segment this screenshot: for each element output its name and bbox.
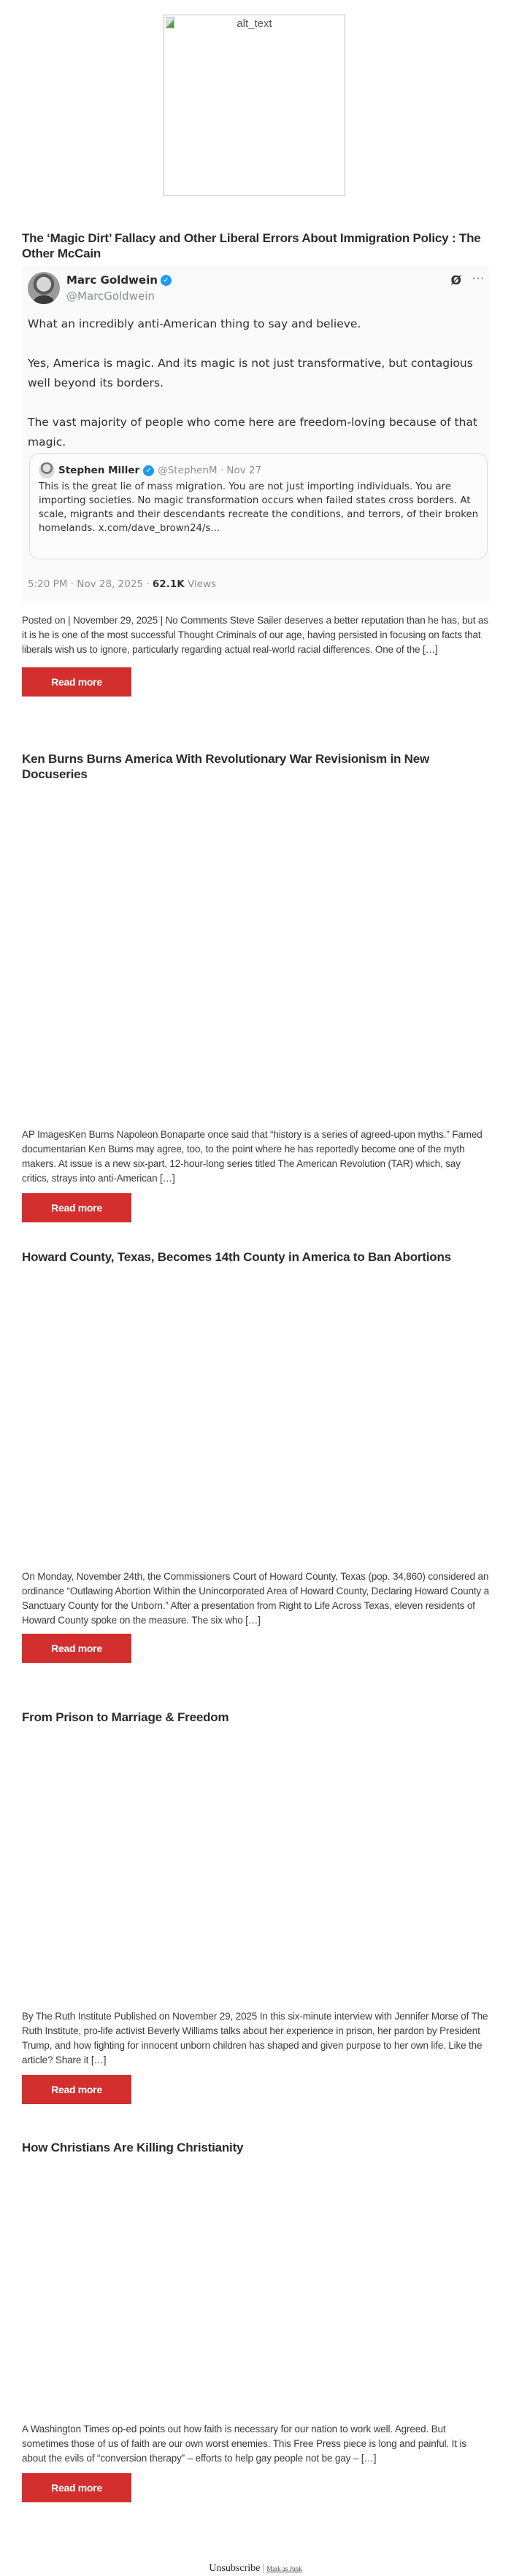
article-title[interactable]: How Christians Are Killing Christianity (22, 2141, 244, 2154)
article-prison-to-marriage (22, 1710, 489, 2104)
tweet-author (66, 273, 172, 287)
tweet-footer (28, 578, 216, 590)
article-excerpt: On Monday, November 24th, the Commissioners Court of Howard County, Texas (pop. 34,860) considered an ordinance “Outlawing Abortion Within the Unincorporated Area of Howard County, Declaring Howard County a Sanctuary County for the Unborn.” After a presentation from Right to Life Across Texas, eleven residents of Howard County spoke on the measure. The six who […] (22, 1571, 489, 1626)
quoted-tweet (29, 453, 488, 559)
header-image (164, 15, 345, 196)
read-more-button[interactable]: Read more (22, 2473, 131, 2502)
article-ken-burns (22, 751, 489, 1222)
tweet-paragraph: What an incredibly anti-American thing to say and believe. (28, 317, 361, 330)
footer-separator: | (262, 2563, 265, 2574)
article-image (22, 266, 489, 603)
read-more-button[interactable]: Read more (22, 667, 131, 697)
article-christians-christianity (22, 2140, 489, 2502)
article-image (22, 1265, 489, 1570)
read-more-button[interactable]: Read more (22, 1634, 131, 1663)
article-excerpt: Posted on | November 29, 2025 | No Comments Steve Sailer deserves a better reputation than he has, but as it is he is one of the most successful Thought Criminals of our age, having persisted in focusing on facts that liberals wish us to ignore, particularly regarding actual real-world racial differences. One of the […] (22, 615, 488, 655)
article-magic-dirt (22, 230, 489, 697)
tweet-author-name: Marc Goldwein (66, 273, 158, 287)
avatar (39, 462, 55, 478)
email-footer (0, 2561, 511, 2575)
tweet-paragraph: Yes, America is magic. And its magic is not just transformative, but contagious well beyond its borders. (28, 357, 473, 389)
article-title[interactable]: Ken Burns Burns America With Revolutionary War Revisionism in New Docuseries (22, 752, 430, 781)
tweet-paragraph: The vast majority of people who come here are freedom-loving because of that magic. (28, 416, 477, 449)
quoted-author-name: Stephen Miller (58, 465, 140, 476)
article-image (22, 1725, 489, 2009)
article-excerpt: A Washington Times op-ed points out how faith is necessary for our nation to work well. Agreed. But sometimes those of us of faith are our own worst enemies. This Free Press piece is long and painful. It is about the evils of “conversion therapy” – efforts to help gay people not be gay – […] (22, 2424, 466, 2464)
article-image (22, 782, 489, 1128)
article-image (22, 2155, 489, 2422)
tweet-views-label: Views (184, 578, 217, 590)
verified-badge-icon: ✓ (143, 465, 154, 476)
read-more-button[interactable]: Read more (22, 2075, 131, 2104)
tweet-screenshot (22, 266, 489, 603)
article-excerpt: AP ImagesKen Burns Napoleon Bonaparte once said that “history is a series of agreed-upon myths.” Famed documentarian Ken Burns may agree, too, to the point where he has reportedly become one of the myth makers. At issue is a new six-part, 12-hour-long series titled The American Revolution (TAR) which, say critics, strays into anti-American […] (22, 1129, 483, 1184)
tweet-views-count: 62.1K (152, 578, 185, 590)
header-image-alt-text: alt_text (237, 18, 272, 30)
grok-icon: Ø (450, 273, 461, 288)
verified-badge-icon: ✓ (161, 275, 172, 286)
avatar (28, 272, 60, 304)
article-howard-county (22, 1249, 489, 1663)
tweet-body (28, 314, 480, 472)
quoted-tweet-header (39, 462, 261, 478)
article-title[interactable]: Howard County, Texas, Becomes 14th County in America to Ban Abortions (22, 1250, 451, 1264)
unsubscribe-link[interactable]: Unsubscribe (209, 2563, 261, 2574)
read-more-button[interactable]: Read more (22, 1193, 131, 1222)
tweet-timestamp: 5:20 PM · Nov 28, 2025 · (28, 578, 153, 590)
tweet-author-handle: @MarcGoldwein (66, 290, 155, 303)
mark-as-junk-link[interactable]: Mark as Junk (266, 2565, 302, 2572)
article-excerpt: By The Ruth Institute Published on November 29, 2025 In this six-minute interview with Jennifer Morse of The Ruth Institute, pro-life activist Beverly Williams talks about her experience in prison, her pardon by President Trump, and how fighting for innocent unborn children has shaped and given purpose to her own life. Like the article? Share it […] (22, 2011, 488, 2065)
article-title[interactable]: The ‘Magic Dirt’ Fallacy and Other Liberal Errors About Immigration Policy : The Other McCain (22, 231, 481, 260)
article-title[interactable]: From Prison to Marriage & Freedom (22, 1710, 229, 1724)
quoted-author-meta: @StephenM · Nov 27 (158, 465, 262, 476)
quoted-tweet-text: This is the great lie of mass migration. You are not just importing individuals. You are importing societies. No magic transformation occurs when failed states cross borders. At scale, migrants and their descendants recreate the conditions, and terrors, of their broken homelands. x.com/dave_brown24/s... (39, 481, 479, 534)
more-options-icon: ··· (472, 272, 485, 285)
